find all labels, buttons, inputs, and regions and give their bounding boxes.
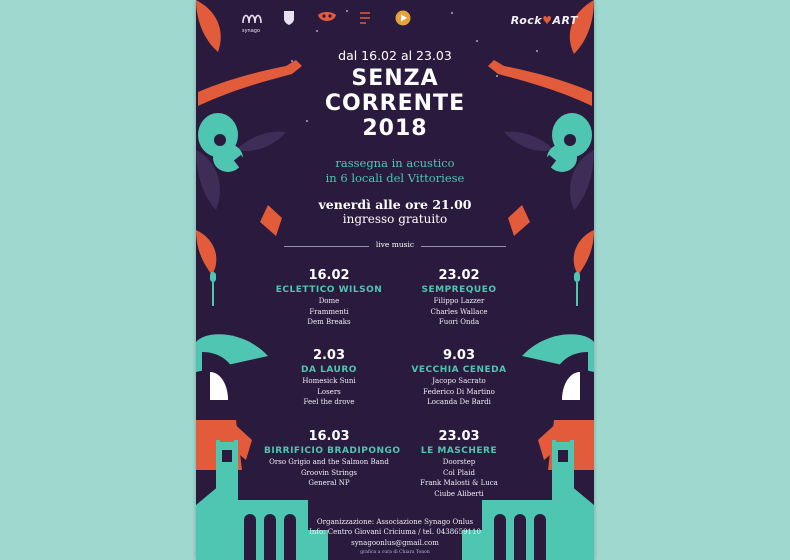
crest-icon [278,9,300,27]
event-date: 9.03 [442,348,476,363]
synago-logo [240,9,262,34]
event-band: Dome [318,297,340,305]
event-dates: dal 16.02 al 23.03 [338,48,452,63]
title-line: SENZA [351,66,439,91]
event-venue: SEMPREQUEO [421,285,497,295]
event-date: 2.03 [312,348,346,363]
contact-email: synagoonlus@gmail.com [351,539,439,547]
event-band: Federico Di Martino [423,387,495,396]
synago-icon [240,9,262,27]
event-card [264,268,394,328]
organizer-text: Organizzazione: Associazione Synago Onlus [316,518,474,526]
event-band: Orso Grigio and the Salmon Band [269,458,389,466]
event-card [394,429,524,499]
event-entry: ingresso gratuito [342,212,448,226]
subtitle-line: in 6 locali del Vittoriese [325,171,465,185]
live-music-text: live music [369,240,421,249]
play-icon [392,9,414,27]
live-music-label [196,240,594,249]
event-date: 16.03 [308,429,350,444]
event-band: Fuori Onda [438,318,480,326]
event-band: Frammenti [309,307,349,316]
left-microphone-shape [210,272,216,306]
event-band: Losers [317,387,341,396]
leaf-shape [196,0,221,52]
event-band: Filippo Lazzer [433,297,485,305]
event-card [394,268,524,328]
event-date: 23.02 [438,268,480,283]
event-title [196,66,594,141]
rockart-logo [511,14,578,27]
logo-text: synago [241,28,261,34]
right-microphone-shape [574,272,580,306]
leaf-shape [196,230,216,275]
event-card [264,429,401,489]
event-band: Charles Wallace [430,307,488,316]
poster [196,0,594,560]
leaf-shape [570,0,594,54]
event-venue: DA LAURO [301,365,357,375]
event-band: Homesick Suni [302,377,356,385]
title-line: 2018 [362,116,428,141]
event-subtitle [196,156,594,186]
event-band: Jacopo Sacrato [432,377,486,385]
event-band: Dem Breaks [307,318,351,326]
event-band: General NP [308,479,350,487]
subtitle-line: rassegna in acustico [335,156,455,170]
event-band: Locanda De Bardi [427,398,491,406]
mask-icon [316,9,338,27]
mask-logo [316,9,338,27]
event-venue: ECLETTICO WILSON [275,285,383,295]
event-venue: VECCHIA CENEDA [411,365,507,375]
city-crest-logo [278,9,300,27]
event-band: Groovin Strings [300,468,358,477]
event-venue: LE MASCHERE [420,446,498,456]
leaf-shape [574,230,594,275]
event-band: Doorstep [442,458,476,466]
event-band: Feel the drove [303,398,355,406]
event-card [264,348,394,408]
heart-icon: ♥ [542,14,553,27]
event-band: Frank Malosti & Luca [420,479,498,487]
credit-text: grafica a cura di Chiara Tonon [360,550,430,555]
giovani-logo [392,9,414,27]
brand-part2: ART [552,14,578,27]
event-date: 16.02 [308,268,350,283]
event-time: venerdì alle ore 21.00 [318,197,472,212]
quando-icon [354,9,376,27]
event-venue: BIRRIFICIO BRADIPONGO [264,446,401,456]
event-band: Ciube Aliberti [434,489,484,498]
title-line: CORRENTE [324,91,466,116]
event-date: 23.03 [438,429,480,444]
info-text: Info: Centro Giovani Criciuma / tel. 0438659110 [309,528,481,536]
quando-logo [354,9,376,27]
sponsor-logos [240,9,414,34]
event-card [394,348,524,408]
event-band: Col Plaid [443,468,475,477]
brand-part1: Rock [510,14,543,27]
